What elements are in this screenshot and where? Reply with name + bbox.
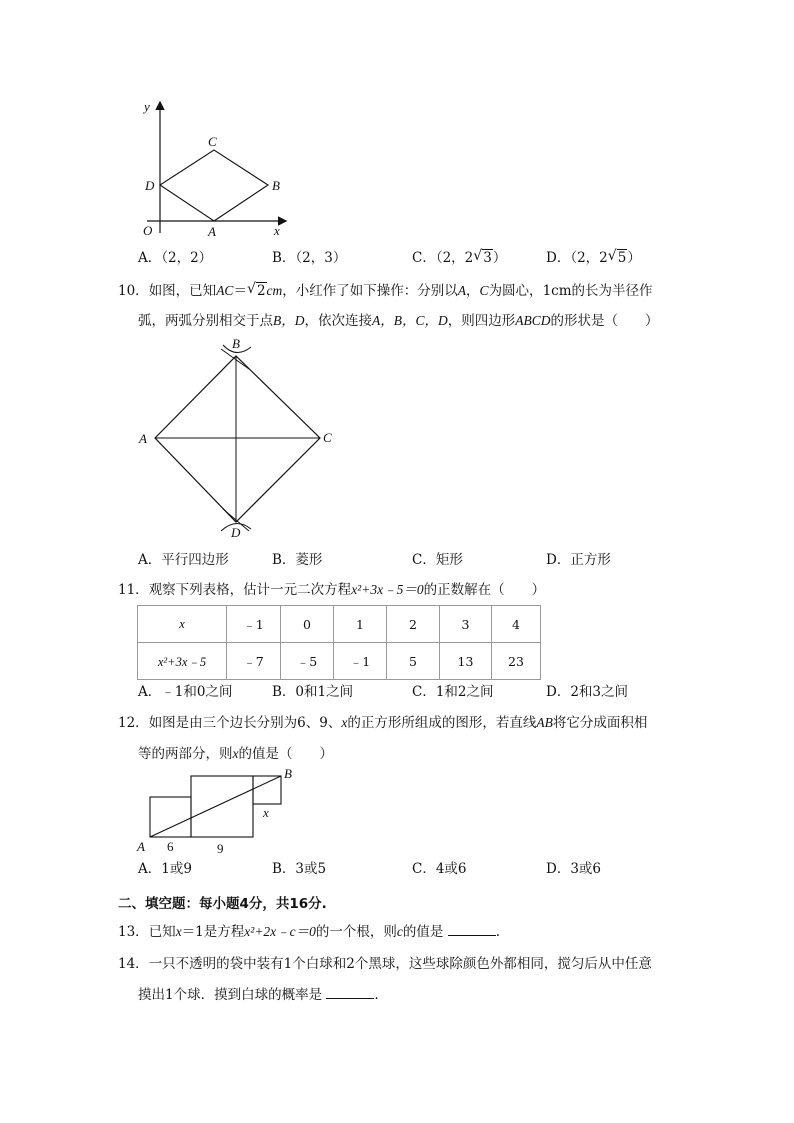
table-cell: 1 [334,606,387,643]
q12-squares-figure [135,765,305,857]
option-text: 2和3之间 [570,684,629,700]
table-cell: ﹣1 [227,606,281,643]
label-x: x [274,223,280,238]
option-label: A． [138,684,162,700]
q10-stem-line1 [118,282,653,300]
table-cell: 2 [387,606,440,643]
question-number: 11． [118,582,149,598]
q9-option-b[interactable] [272,249,346,267]
section-heading: 二、填空题：每小题4分，共16分. [118,896,327,912]
option-text: （2，2 [570,250,608,266]
var-x: x [232,746,239,761]
option-text: ） [492,250,507,266]
q11-option-a[interactable] [138,683,232,701]
var-ab: AB [536,715,553,730]
q9-option-d[interactable] [546,249,641,267]
radicand: 5 [617,250,627,266]
option-label: C． [412,250,436,266]
stem-text: 将它分成面积相 [552,715,648,731]
sqrt-symbol: √ 3 [473,248,492,266]
answer-blank[interactable] [448,923,496,936]
option-text: ） [627,250,641,266]
label-9: 9 [217,841,224,856]
stem-text: ，小红作了如下操作：分别以 [282,283,458,299]
stem-text: . [495,924,501,940]
stem-text: 如图是由三个边长分别为6、9、 [148,715,342,731]
unit-cm: cm [266,283,283,298]
var-bd: B，D [273,313,305,328]
stem-text: . [374,987,379,1003]
stem-text: 如图，已知 [148,283,217,299]
q12-option-b[interactable] [272,860,326,878]
label-a: A [208,224,216,239]
q14-stem-line1 [118,955,652,973]
option-text: 3或6 [570,861,602,877]
option-text: 菱形 [295,552,323,568]
q12-stem-line1 [118,714,647,732]
radicand: 2 [256,283,266,299]
table-row [138,606,541,643]
stem-text: 的正数解在（ ） [423,582,546,598]
option-text: 正方形 [570,552,611,568]
label-o: O [143,223,153,238]
stem-text: 弧，两弧分别相交于点 [138,313,273,329]
option-label: D． [546,552,571,568]
stem-text: 已知 [148,924,176,940]
option-text: 0和1之间 [295,684,354,700]
stem-text: 的正方形所组成的图形，若直线 [347,715,537,731]
var-ac: AC [216,283,234,298]
question-number: 13． [118,924,149,940]
sqrt-symbol: √ 5 [607,248,627,266]
option-text: 矩形 [435,552,463,568]
option-text: 平行四边形 [161,552,229,568]
square-6 [150,797,191,837]
option-text: （2，3） [295,250,347,266]
q13-stem [118,923,500,941]
q12-stem-line2 [138,745,333,763]
answer-blank[interactable] [326,986,374,999]
radicand: 3 [483,250,492,266]
stem-text: ， [466,283,480,299]
option-text: ﹣1和0之间 [161,684,233,700]
label-b: B [232,336,240,351]
q14-stem-line2 [138,986,379,1004]
q11-option-d[interactable] [546,683,628,701]
label-6: 6 [167,839,174,854]
q11-option-b[interactable] [272,683,353,701]
label-y: y [144,99,150,114]
square-9 [191,776,253,837]
option-label: B． [272,861,296,877]
q12-option-c[interactable] [412,860,467,878]
q9-option-a[interactable] [138,249,212,267]
stem-text: ＝ [233,283,247,299]
question-number: 12． [118,715,149,731]
q11-value-table [137,605,541,680]
table-cell: 5 [387,643,440,680]
table-cell: ﹣5 [281,643,334,680]
option-label: D． [546,250,571,266]
table-cell: ﹣7 [227,643,281,680]
label-a: A [137,839,145,854]
option-label: D． [546,684,571,700]
option-text: （2，2 [435,250,474,266]
option-label: C． [412,552,436,568]
option-text: 1和2之间 [435,684,494,700]
table-cell: x²+3x﹣5 [138,643,227,680]
stem-text: ＝1是方程 [181,924,245,940]
stem-text: 的值是（ ） [238,746,333,762]
stem-text: 的形状是（ ） [550,313,659,329]
label-x: x [263,805,269,820]
label-a: A [139,431,147,446]
quadrilateral-abcd [155,356,320,522]
option-label: C． [412,684,436,700]
option-text: 1或9 [161,861,192,877]
q10-option-c[interactable] [412,551,463,569]
var-abcd: ABCD [515,313,551,328]
option-label: D． [546,861,571,877]
var-abcd-list: A，B，C，D [372,313,448,328]
equation: x²+3x﹣5＝0 [351,582,424,597]
option-label: A． [138,552,162,568]
option-label: A． [138,861,162,877]
label-d: D [231,525,241,540]
stem-text: 为圆心， [488,283,543,299]
label-b: B [272,178,280,193]
label-d: D [145,178,155,193]
q10-option-d[interactable] [546,551,611,569]
stem-text: 一只不透明的袋中装有1个白球和2个黑球，这些球除颜色外都相同，搅匀后从中任意 [148,956,652,972]
question-number: 14． [118,956,149,972]
table-cell: ﹣1 [334,643,387,680]
option-label: B． [272,250,296,266]
option-label: A． [138,250,162,266]
stem-text: 的一个根，则 [315,924,397,940]
var-a: A [457,283,467,298]
var-c: c [396,924,403,939]
q10-option-b[interactable] [272,551,322,569]
q10-option-a[interactable] [138,551,229,569]
table-cell: 13 [440,643,492,680]
square-x [253,776,281,804]
option-text: 3或5 [295,861,327,877]
line-ab [150,776,281,837]
equation: x²+2x﹣c＝0 [244,924,316,939]
option-label: B． [272,684,296,700]
sqrt-symbol: √ 2 [246,281,266,299]
table-cell: 4 [492,606,541,643]
stem-text: 等的两部分，则 [138,746,233,762]
var-x: x [175,924,182,939]
q10-rhombus-figure [135,335,340,547]
stem-text: 的长为半径作 [571,283,653,299]
table-cell: 0 [281,606,334,643]
table-cell: 23 [492,643,541,680]
label-b: B [284,766,292,781]
var-x: x [341,715,348,730]
option-text: （2，2） [161,250,213,266]
stem-text: 摸出1个球．摸到白球的概率是 [138,987,323,1003]
question-number: 10． [118,283,149,299]
length-value: 1cm [542,283,572,299]
option-text: 4或6 [435,861,467,877]
stem-text: ，依次连接 [304,313,372,329]
stem-text: 的值是 [402,924,444,940]
table-row [138,643,541,680]
label-c: C [208,134,217,149]
stem-text: 观察下列表格，估计一元二次方程 [148,582,352,598]
option-label: B． [272,552,296,568]
q11-option-c[interactable] [412,683,494,701]
option-label: C． [412,861,436,877]
table-cell: 3 [440,606,492,643]
q9-coordinate-figure [135,95,295,240]
label-c: C [323,430,332,445]
q10-stem-line2 [138,312,659,330]
q9-option-c[interactable] [412,249,506,267]
q12-option-a[interactable] [138,860,192,878]
q12-option-d[interactable] [546,860,601,878]
rhombus-abcd [160,150,268,221]
stem-text: ，则四边形 [447,313,516,329]
var-c: C [479,283,489,298]
table-cell: x [138,606,227,643]
q11-stem [118,581,545,599]
